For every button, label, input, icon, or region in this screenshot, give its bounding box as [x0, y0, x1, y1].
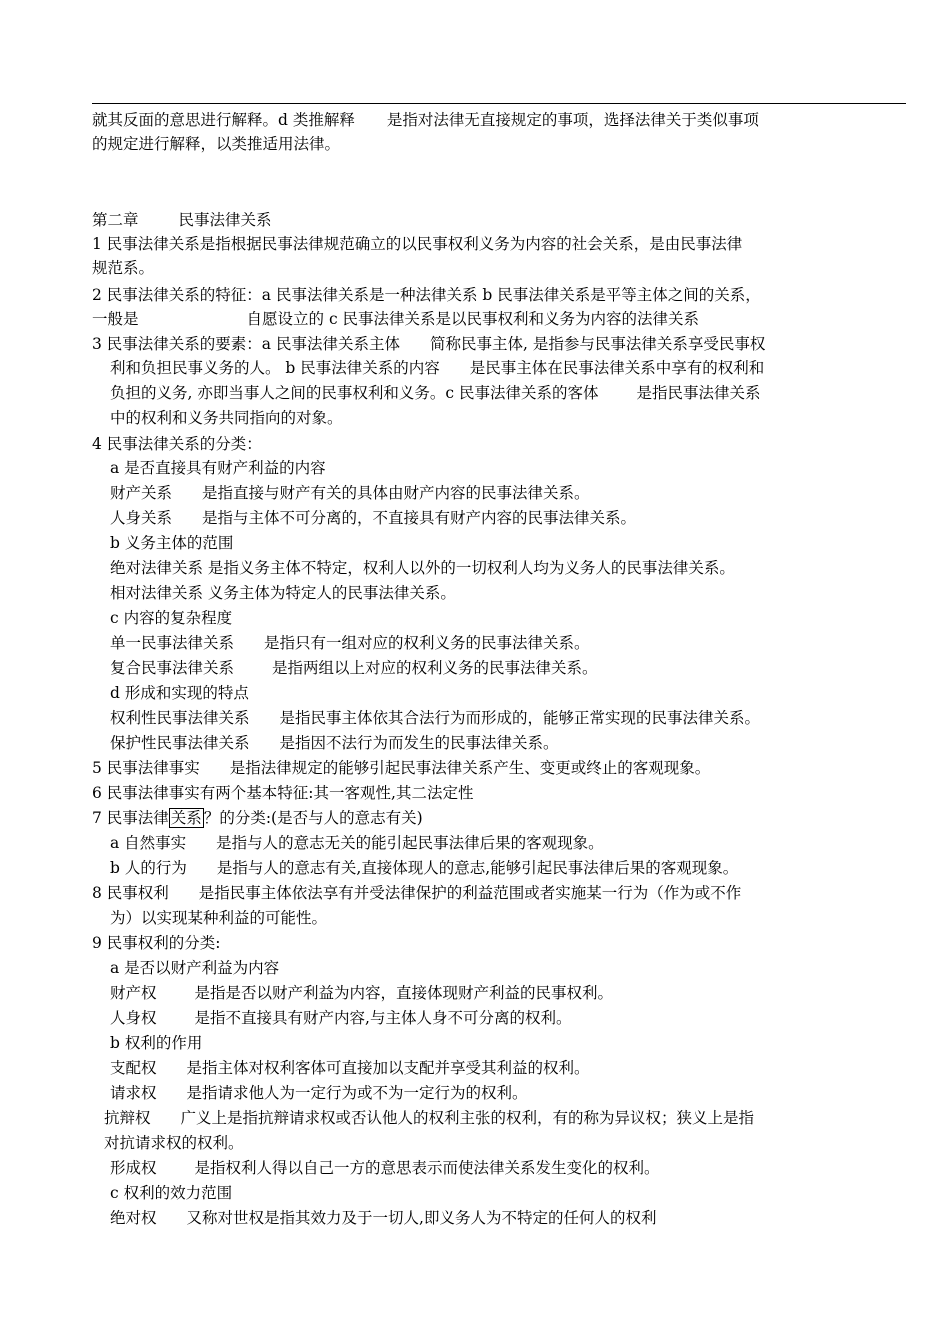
- boxed-word: 关系: [170, 809, 202, 827]
- text-line: 就其反面的意思进行解释。d 类推解释 是指对法律无直接规定的事项，选择法律关于类似事项: [92, 111, 759, 129]
- text-line: 为）以实现某种利益的可能性。: [110, 909, 328, 927]
- header-rule: [92, 103, 906, 104]
- text-line: 规范系。: [92, 259, 155, 277]
- sub-heading: b 义务主体的范围: [110, 534, 234, 552]
- definition-line: 绝对法律关系 是指义务主体不特定，权利人以外的一切权利人均为义务人的民事法律关系。: [110, 559, 735, 577]
- text-line: 利和负担民事义务的人。 b 民事法律关系的内容 是民事主体在民事法律关系中享有的权利和: [110, 359, 765, 377]
- definition-line: 请求权 是指请求他人为一定行为或不为一定行为的权利。: [110, 1084, 528, 1102]
- text-line: 的规定进行解释，以类推适用法律。: [92, 135, 341, 153]
- text-line: 一般是 自愿设立的 c 民事法律关系是以民事权利和义务为内容的法律关系: [92, 310, 700, 328]
- text-line: 1 民事法律关系是指根据民事法律规范确立的以民事权利义务为内容的社会关系，是由民事法律: [92, 235, 743, 253]
- definition-line: b 人的行为 是指与人的意志有关,直接体现人的意志,能够引起民事法律后果的客观现象。: [110, 859, 739, 877]
- sub-heading: c 内容的复杂程度: [110, 609, 233, 627]
- definition-line: 复合民事法律关系 是指两组以上对应的权利义务的民事法律关系。: [110, 659, 598, 677]
- section-heading: 9 民事权利的分类:: [92, 934, 221, 952]
- chapter-heading: 第二章 民事法律关系: [92, 211, 272, 229]
- sub-heading: b 权利的作用: [110, 1034, 203, 1052]
- definition-line: 形成权 是指权利人得以自己一方的意思表示而使法律关系发生变化的权利。: [110, 1159, 660, 1177]
- definition-line: 绝对权 又称对世权是指其效力及于一切人,即义务人为不特定的任何人的权利: [110, 1209, 657, 1227]
- sub-heading: c 权利的效力范围: [110, 1184, 233, 1202]
- definition-line: 财产关系 是指直接与财产有关的具体由财产内容的民事法律关系。: [110, 484, 590, 502]
- section-heading: 4 民事法律关系的分类：: [92, 435, 262, 453]
- text-line: 3 民事法律关系的要素：a 民事法律关系主体 简称民事主体, 是指参与民事法律关系享受民事权: [92, 335, 766, 353]
- section-heading: 7 民事法律 关系 ？的分类:(是否与人的意志有关): [92, 809, 423, 827]
- definition-line: 抗辩权 广义上是指抗辩请求权或否认他人的权利主张的权利，有的称为异议权；狭义上是指: [104, 1109, 755, 1127]
- sub-heading: d 形成和实现的特点: [110, 684, 249, 702]
- text-line: 负担的义务, 亦即当事人之间的民事权利和义务。c 民事法律关系的客体 是指民事法律关系: [110, 384, 761, 402]
- definition-line: 单一民事法律关系 是指只有一组对应的权利义务的民事法律关系。: [110, 634, 590, 652]
- text-line: 中的权利和义务共同指向的对象。: [110, 409, 343, 427]
- definition-line: 保护性民事法律关系 是指因不法行为而发生的民事法律关系。: [110, 734, 559, 752]
- text-line: 对抗请求权的权利。: [104, 1134, 244, 1152]
- definition-line: 财产权 是指是否以财产利益为内容，直接体现财产利益的民事权利。: [110, 984, 614, 1002]
- definition-line: 5 民事法律事实 是指法律规定的能够引起民事法律关系产生、变更或终止的客观现象。: [92, 759, 711, 777]
- definition-line: 人身权 是指不直接具有财产内容,与主体人身不可分离的权利。: [110, 1009, 572, 1027]
- text-line: 6 民事法律事实有两个基本特征:其一客观性,其二法定性: [92, 784, 474, 802]
- definition-line: 权利性民事法律关系 是指民事主体依其合法行为而形成的，能够正常实现的民事法律关系。: [110, 709, 761, 727]
- definition-line: 相对法律关系 义务主体为特定人的民事法律关系。: [110, 584, 456, 602]
- definition-line: 8 民事权利 是指民事主体依法享有并受法律保护的利益范围或者实施某一行为（作为或不作: [92, 884, 742, 902]
- definition-line: 支配权 是指主体对权利客体可直接加以支配并享受其利益的权利。: [110, 1059, 590, 1077]
- definition-line: 人身关系 是指与主体不可分离的，不直接具有财产内容的民事法律关系。: [110, 509, 637, 527]
- sub-heading: a 是否直接具有财产利益的内容: [110, 459, 326, 477]
- text-line: 2 民事法律关系的特征：a 民事法律关系是一种法律关系 b 民事法律关系是平等主体之间的关系，: [92, 286, 761, 304]
- definition-line: a 自然事实 是指与人的意志无关的能引起民事法律后果的客观现象。: [110, 834, 604, 852]
- sub-heading: a 是否以财产利益为内容: [110, 959, 280, 977]
